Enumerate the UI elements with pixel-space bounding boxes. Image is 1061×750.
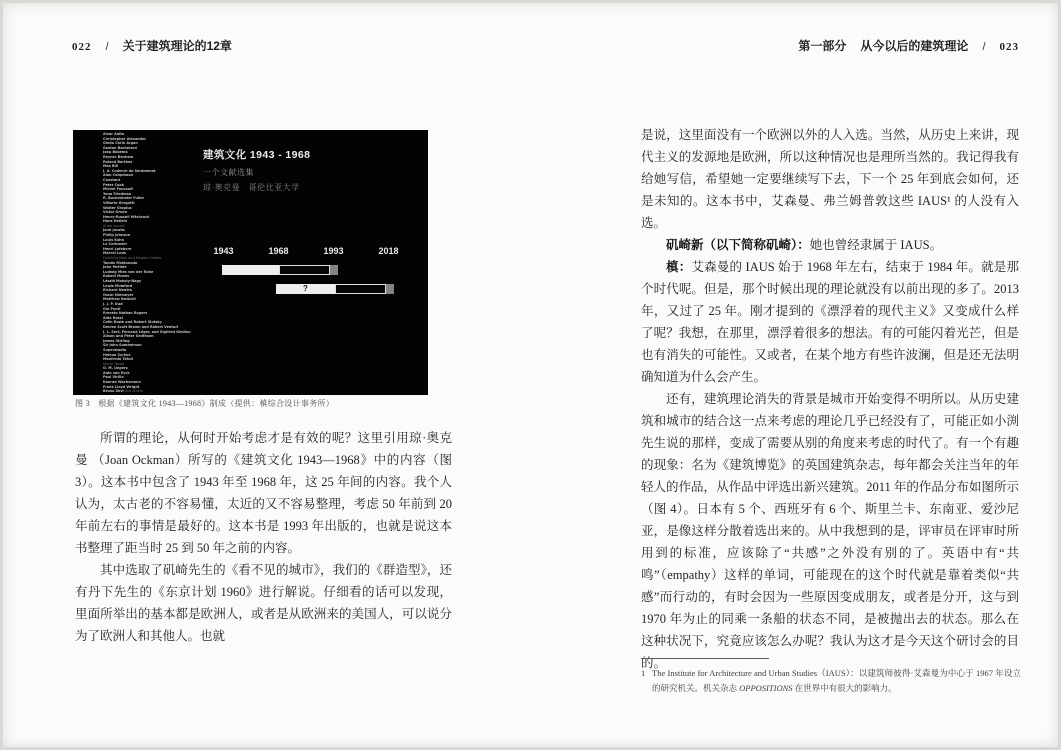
figure-name: Matthew Nowicki (103, 297, 136, 302)
figure-name: Hans Hollein (103, 219, 128, 224)
figure-name: Richard Neutra (103, 288, 132, 293)
figure-name: Max Bill (103, 164, 119, 169)
figure-name: Manfredo Tafuri (103, 357, 134, 362)
bar2-end-cap (386, 284, 394, 294)
figure-name: Robert Moses (103, 274, 130, 279)
timeline-year-label: 1993 (323, 246, 344, 256)
figure-name: Roland Barthes (103, 159, 133, 164)
head-separator: / (982, 41, 986, 53)
figure-name: James Stirling (103, 338, 130, 343)
figure-name: Lewis Mumford (103, 283, 133, 288)
figure-3-plate (73, 130, 428, 395)
left-body-column (75, 427, 452, 647)
figure-name: Victor Gruen (103, 210, 128, 215)
figure-name: Marcel Lods (103, 251, 126, 256)
figure-name: Denise Scott Brown and Robert Venturi (103, 324, 179, 329)
footnote-rule (641, 658, 769, 659)
figure-name: Gaston Bachelard (103, 145, 137, 150)
figure-name: Helena Syrkus (103, 352, 131, 357)
figure-name: Jane Jacobs (103, 228, 125, 233)
speaker-label: 槙： (666, 260, 692, 274)
left-head-title: 关于建筑理论的12章 (122, 39, 232, 53)
figure-name: Henry-Russell Hitchcock (103, 214, 150, 219)
figure-name: Michel Foucault (103, 187, 134, 192)
footnote-text-before: The Institute for Architecture and Urban Studies（IAUS）：以建筑师彼得·艾森曼为中心于 1967 年设立的研究机关。机关杂志 (652, 668, 1021, 693)
figure-name: Alison and Peter Smithson (103, 334, 154, 339)
footnote-marker: 1 (641, 668, 646, 678)
body-paragraph: 所谓的理论，从何时开始考虑才是有效的呢？这里引用琼·奥克曼 （Joan Ockman）所写的《建筑文化 1943—1968》中的内容（图 3）。这本书中包含了 1943 年至 1968 年，这 25 年间的内容。我个人认为，太古老的不容易懂，太近的又不容易整理，考虑 50 年前到 20 年前左右的事情是最好的。这本书是 1993 年出版的，也就是说这本书整理了距当时 25 到 50 年之前的内容。 (75, 431, 452, 555)
figure-name: Sir John Summerson (103, 343, 142, 348)
figure-name: Bruno Zevi and others (103, 389, 144, 394)
right-body-column (641, 124, 1019, 674)
bar1-light-segment (222, 265, 279, 275)
figure-name: Constant (103, 177, 121, 182)
figure-name: J. L. Sert, Fernand Léger, and Sigfried Giedion (103, 329, 191, 334)
figure-name: Frank Lloyd Wright (103, 384, 140, 389)
figure-name: Peter Cook (103, 182, 124, 187)
footnote-journal-title: OPPOSITIONS (739, 682, 793, 693)
speaker-label: 矶崎新（以下简称矶崎）： (666, 238, 810, 252)
footnote-text (641, 666, 1021, 695)
figure-name: Ludwig Mies van der Rohe (103, 269, 154, 274)
figure-name: Kenzo Tange (103, 361, 125, 366)
figure-name: László Moholy-Nagy (103, 279, 142, 283)
figure-name: Jaap Bakema (103, 150, 128, 155)
timeline-year-label: 1968 (268, 246, 289, 256)
body-paragraph: 还有，建筑理论消失的背景是城市开始变得不明所以。从历史建筑和城市的结合这一点来考虑的理论几乎已经没有了，可能正如小渕先生说的那样，变成了需要从别的角度来考虑的时代了。有一个有趣的现象：名为《建筑博览》的英国建筑杂志，每年都会关注当年的年轻人的作品，从作品中评选出新兴建筑。2011 年的作品分布如图所示（图 4）。日本有 5 个、西班牙有 6 个、斯里兰卡、东南亚、爱沙尼亚，是像这样分散着选出来的。从中我想到的是，评审员在评审时所用到的标准，应该除了“共感”之外没有别的了。英语中有“共鸣”（empathy）这样的单词，可能现在的这个时代就是靠着类似“共感”而行动的，有时会因为一些原因变成朋友，或者是分开，这与到 1970 年为止的同乘一条船的状态不同，是被抛出去的状态。那么在这种状况下，究竟应该怎么办呢？我认为这才是今天这个研讨会的目的。 (641, 392, 1019, 670)
body-paragraph: 其中选取了矶崎先生的《看不见的城市》，我们的《群造型》，还有丹下先生的《东京计划 1960》进行解说。仔细看的话可以发现，里面所举出的基本都是欧洲人，或者是从欧洲来的美国人，可以说分为了欧洲人和其他人。也就 (75, 563, 452, 643)
body-paragraph: 矶崎新（以下简称矶崎）：她也曾经隶属于 IAUS。 (666, 238, 943, 252)
right-head-part: 第一部分 (798, 39, 847, 53)
body-paragraph: 槙：艾森曼的 IAUS 始于 1968 年左右，结束于 1984 年。就是那个时代呢。但是，那个时候出现的理论就没有以前出现的多了。2013 年，又过了 25 年。刚才提到的《漂浮着的现代主义》又变成什么样了呢？我想，在那里，漂浮着很多的想法。有的可能闪着光芒，但是也有消失的可能性。又或者，在某个地方有些许波澜，但是还无法明确知道为什么会产生。 (641, 260, 1019, 384)
figure-name: Alvar Aalto (103, 132, 125, 136)
figure-name: Christopher Alexander (103, 136, 147, 141)
figure-name: Fumihiko Maki and Masato Ohtaka (103, 256, 162, 261)
timeline-year-label: 1943 (213, 246, 234, 256)
timeline-bar-1968-2018 (276, 284, 394, 294)
question-mark: ? (303, 284, 308, 293)
figure-name: Philip Johnson (103, 233, 131, 238)
bar2-light-segment (276, 284, 335, 294)
footnote-text-after: 在世界中有很大的影响力。 (792, 682, 897, 693)
figure-name: Superstudio (103, 347, 127, 352)
right-running-head (798, 37, 1019, 54)
figure-name: John McHale (103, 265, 127, 270)
figure-title: 建筑文化 1943 - 1968 (203, 149, 311, 161)
figure-name: Giulio Carlo Argan (103, 141, 138, 146)
figure-name: Tomás Maldonado (103, 260, 138, 265)
figure-name: J. A. Coderch de Sentmenat (103, 168, 156, 173)
timeline-year-label: 2018 (378, 246, 399, 256)
figure-name: Reyner Banham (103, 154, 134, 159)
bar2-dark-segment (335, 284, 386, 294)
figure-name: Henri Lefebvre (103, 246, 132, 251)
timeline-labels (196, 246, 416, 256)
figure-name: Oscar Niemeyer (103, 292, 134, 297)
figure-name: Aldo van Eyck (103, 370, 130, 375)
figure-name: Aldo Rossi (103, 315, 123, 320)
left-running-head (72, 37, 232, 54)
figure-names-list (103, 132, 191, 394)
figure-name: Gio Ponti (103, 306, 121, 311)
body-paragraph: 是说，这里面没有一个欧洲以外的人入选。当然，从历史上来讲，现代主义的发源地是欧洲，所以这种情况也是理所当然的。我记得我有给她写信，希望她一定要继续写下去，下一个 25 年到底会如何，还是未知的。这本书中，艾森曼、弗兰姆普敦这些 IAUS¹ 的人没有入选。 (641, 128, 1019, 230)
figure-name: Konrad Wachsmann (103, 380, 141, 385)
figure-name: Yona Friedman (103, 191, 132, 196)
head-separator: / (105, 41, 109, 53)
book-spread (3, 3, 1058, 747)
left-page-number: 022 (72, 41, 92, 53)
figure-name: Colin Rowe and Robert Slutzky (103, 320, 162, 325)
figure-caption: 图 3 根据《建筑文化 1943—1968》制成（提供：槙综合设计事务所） (75, 399, 335, 408)
bar1-end-cap (330, 265, 338, 275)
figure-name: Louis Kahn (103, 237, 125, 242)
figure-name: Alan Colquhoun (103, 173, 134, 178)
figure-name: Paul Virilio (103, 375, 124, 380)
figure-name: Ernesto Nathan Rogers (103, 311, 148, 316)
timeline-bar-1943-1993 (222, 265, 338, 275)
bar1-dark-segment (279, 265, 330, 275)
figure-name: R. Buckminster Fuller (103, 196, 145, 201)
figure-name: J. J. P. Oud (103, 301, 123, 306)
figure-name: Walter Gropius (103, 205, 132, 210)
figure-subtitle: 一个文献选集 (203, 168, 254, 177)
right-page-number: 023 (999, 41, 1019, 53)
right-head-title: 从今以后的建筑理论 (860, 39, 969, 53)
figure-byline: 琼·奥克曼 哥伦比亚大学 (203, 183, 300, 192)
figure-name: O. M. Ungers (103, 366, 128, 371)
figure-name: Le Corbusier (103, 242, 128, 247)
figure-name: Vittorio Gregotti (103, 200, 135, 205)
figure-name: Arata Isozaki (103, 223, 125, 228)
footnote (641, 658, 1021, 695)
